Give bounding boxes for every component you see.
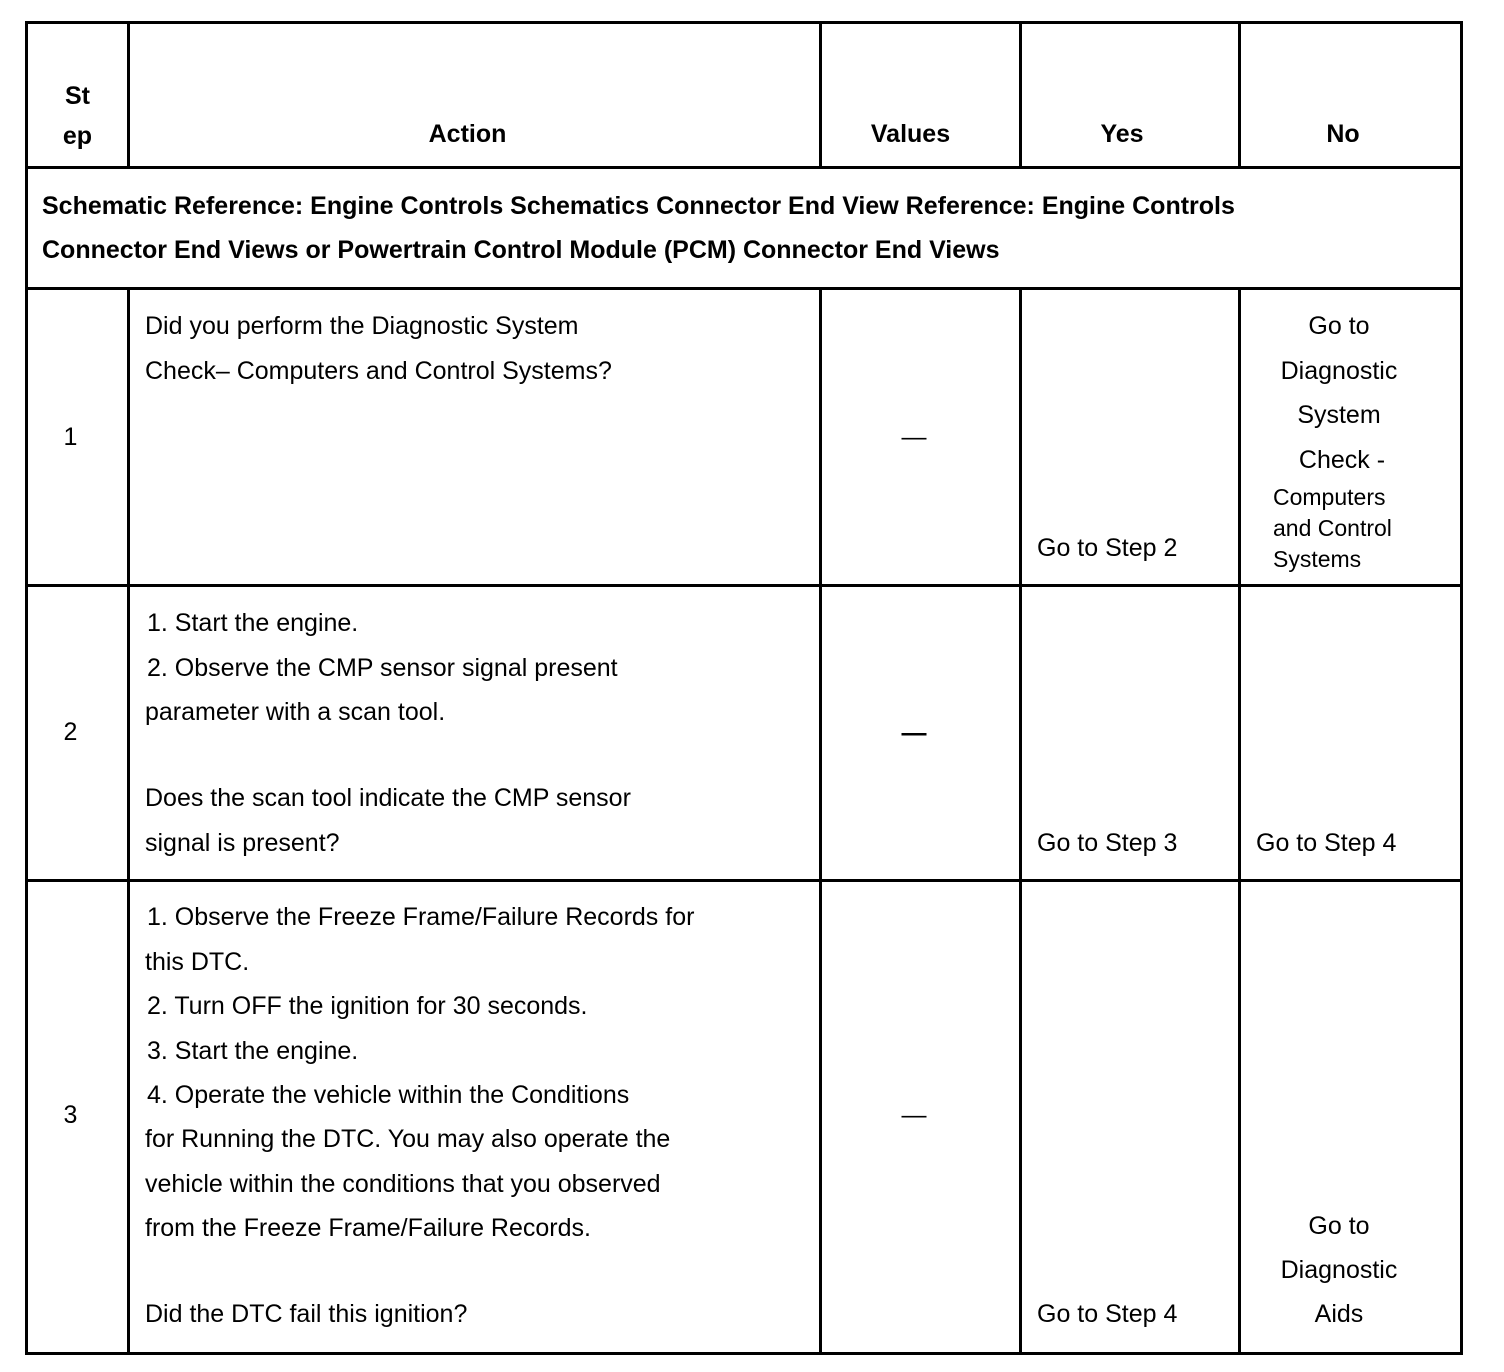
action-line: Did the DTC fail this ignition? [145,1300,468,1328]
header-values: Values [870,120,951,148]
action-line: parameter with a scan tool. [145,698,446,726]
action-line: this DTC. [145,948,250,976]
no-link-line[interactable]: Aids [1314,1300,1364,1328]
action-line: Does the scan tool indicate the CMP sensor [145,784,631,812]
action-line: for Running the DTC. You may also operate the [145,1125,671,1153]
action-line: 4. Operate the vehicle within the Conditions [147,1081,630,1109]
action-line: 1. Observe the Freeze Frame/Failure Records for [147,903,695,931]
header-step-line2: ep [62,122,93,150]
row-divider-header [25,166,1463,169]
header-yes: Yes [1100,120,1144,148]
action-line: 2. Turn OFF the ignition for 30 seconds. [147,992,588,1020]
values-dash: — [901,719,927,747]
reference-line1: Schematic Reference: Engine Controls Schematics Connector End View Reference: Engine Controls [42,192,1235,220]
no-link-line[interactable]: Go to [1308,312,1370,340]
no-link-line[interactable]: System [1297,401,1381,429]
step-number: 2 [63,718,78,746]
diagnostic-table [25,21,1463,1355]
no-link-line[interactable]: Diagnostic [1280,1256,1398,1284]
yes-link[interactable]: Go to Step 4 [1037,1300,1178,1328]
row-divider-step2 [25,879,1463,882]
action-line: from the Freeze Frame/Failure Records. [145,1214,591,1242]
row-divider-step1 [25,584,1463,587]
action-line: Did you perform the Diagnostic System [145,312,579,340]
action-line: signal is present? [145,829,340,857]
action-line: vehicle within the conditions that you observed [145,1170,661,1198]
reference-line2: Connector End Views or Powertrain Control Module (PCM) Connector End Views [42,236,1000,264]
no-link-line[interactable]: Diagnostic [1280,357,1398,385]
table-border-top [25,21,1463,24]
step-number: 1 [63,423,78,451]
no-link-line[interactable]: Go to [1308,1212,1370,1240]
action-line: Check– Computers and Control Systems? [145,357,612,385]
step-number: 3 [63,1101,78,1129]
no-link-line[interactable]: Computers [1273,484,1386,510]
no-link[interactable]: Go to Step 4 [1256,829,1397,857]
no-link-line[interactable]: Check - [1298,446,1386,474]
action-line: 1. Start the engine. [147,609,359,637]
yes-link[interactable]: Go to Step 2 [1037,534,1178,562]
header-action: Action [428,120,507,148]
table-border-bottom [25,1352,1463,1355]
action-line: 2. Observe the CMP sensor signal present [147,654,618,682]
row-divider-reference [25,287,1463,290]
col-divider-values [1019,287,1022,1355]
action-line: 3. Start the engine. [147,1037,359,1065]
no-link-line[interactable]: Systems [1273,546,1362,572]
header-step-line1: St [65,82,90,110]
col-divider-step [127,287,130,1355]
yes-link[interactable]: Go to Step 3 [1037,829,1178,857]
header-no: No [1326,120,1360,148]
values-dash: — [901,1101,927,1129]
no-link-line[interactable]: and Control [1273,515,1392,541]
values-dash: — [901,423,927,451]
table-border-left [25,21,28,1355]
table-border-right [1460,21,1463,1355]
